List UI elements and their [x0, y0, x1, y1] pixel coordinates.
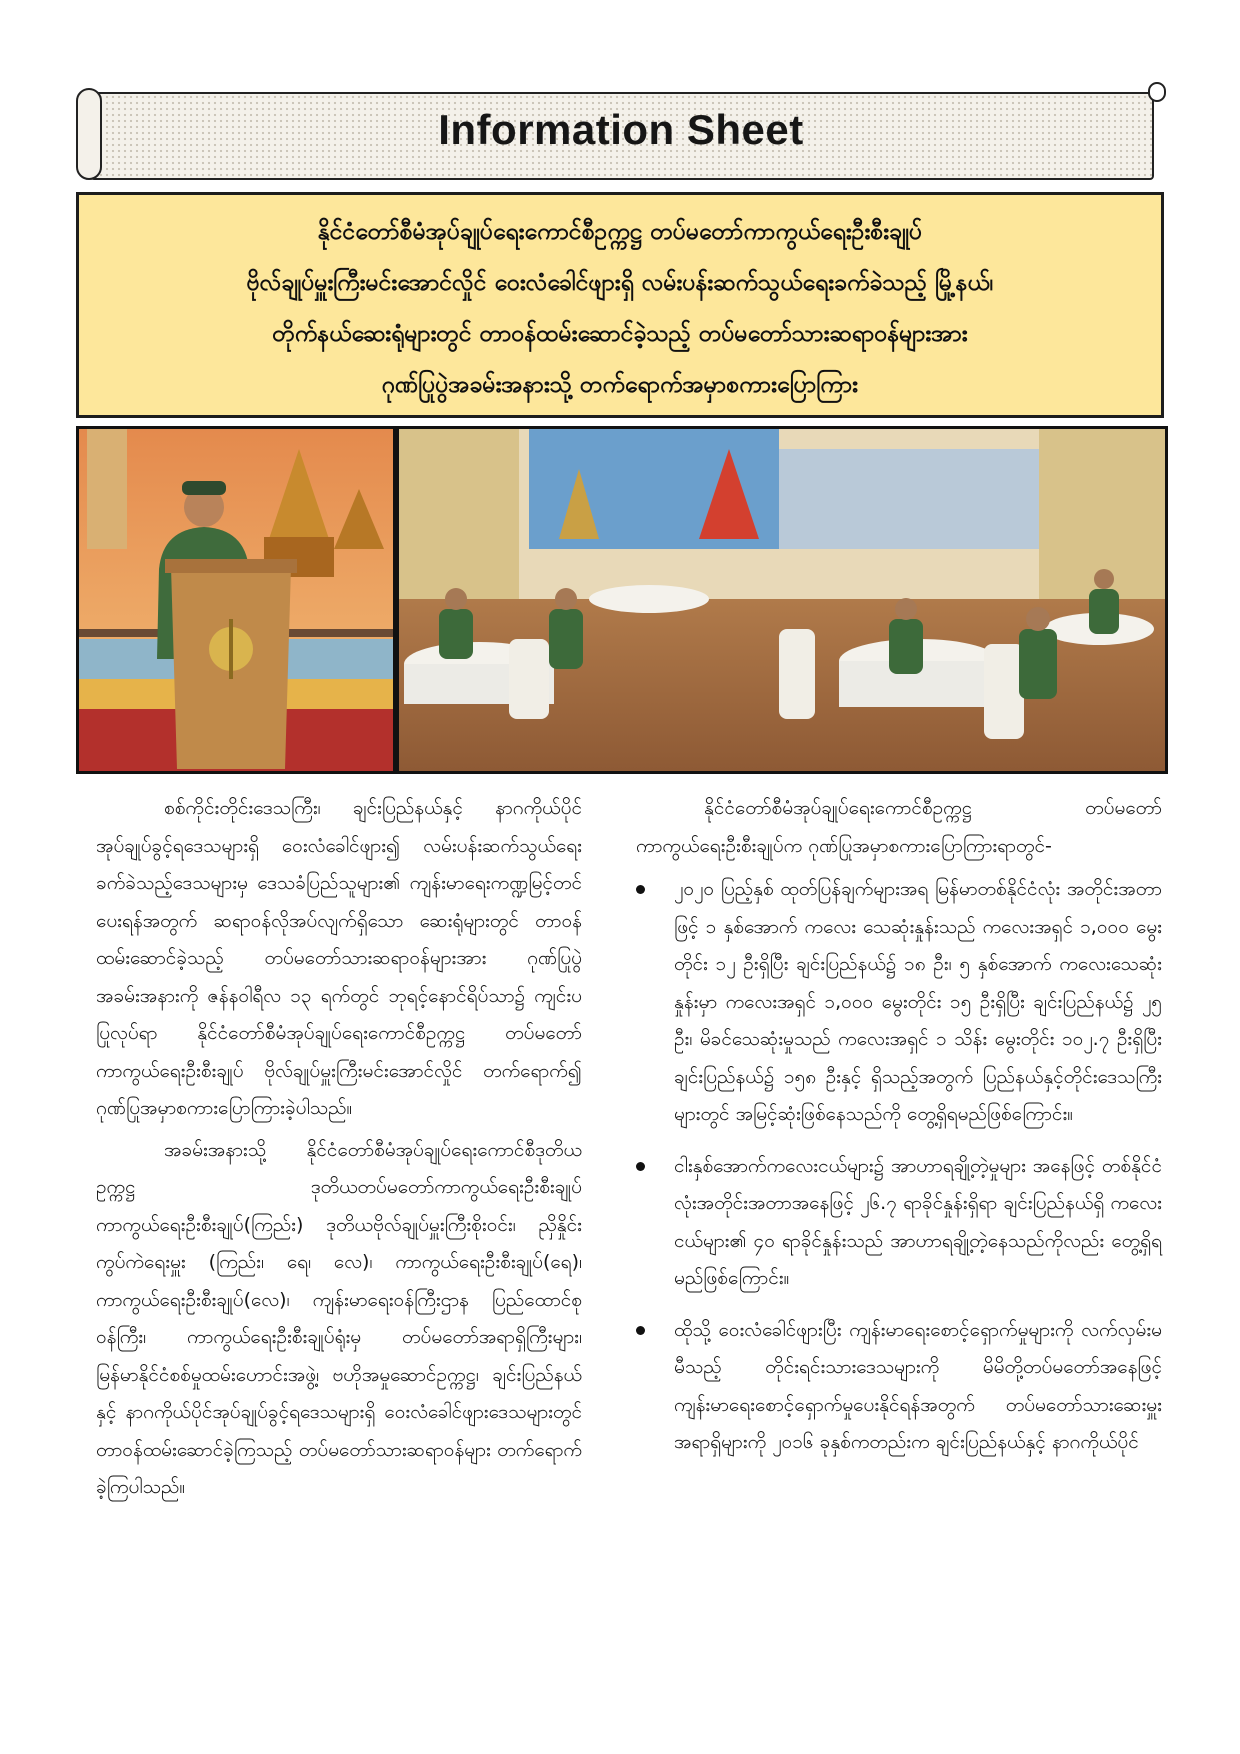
bullet-item: ထိုသို့ ဝေးလံခေါင်ဖျားပြီး ကျန်းမာရေးစောင့်ရှောက်မှုများကို လက်လှမ်းမမီသည့် တိုင်းရင်းသားဒေသများကို မိမိတို့တပ်မတော်အနေဖြင့် ကျန်းမာရေးစောင့်ရှောက်မှုပေးနိုင်ရန်အတွက် တပ်မတော်သားဆေးမှူးအရာရှိများကို ၂၀၁၆ ခုနှစ်ကတည်းက ချင်းပြည်နယ်နှင့် နာဂကိုယ်ပိုင် — [636, 1312, 1162, 1462]
headline-line-2: ဗိုလ်ချုပ်မှူးကြီးမင်းအောင်လှိုင် ဝေးလံခေါင်ဖျားရှိ လမ်းပန်းဆက်သွယ်ရေးခက်ခဲသည့် မြို့နယ်၊ — [246, 270, 994, 296]
headline-line-3: တိုက်နယ်ဆေးရုံများတွင် တာဝန်ထမ်းဆောင်ခဲ့သည့် တပ်မတော်သားဆရာဝန်များအား — [272, 321, 968, 347]
title-banner — [76, 88, 1166, 180]
headline-line-4: ဂုဏ်ပြုပွဲအခမ်းအနားသို့ တက်ရောက်အမှာစကားပြောကြား — [381, 372, 859, 398]
bullet-list — [636, 871, 1162, 1462]
photo-speaker-at-podium — [76, 426, 396, 774]
headline-line-1: နိုင်ငံတော်စီမံအုပ်ချုပ်ရေးကောင်စီဥက္ကဋ္ဌ တပ်မတော်ကာကွယ်ရေးဦးစီးချုပ် — [317, 219, 923, 245]
paragraph: အခမ်းအနားသို့ နိုင်ငံတော်စီမံအုပ်ချုပ်ရေးကောင်စီဒုတိယဥက္ကဋ္ဌ ဒုတိယတပ်မတော်ကာကွယ်ရေးဦးစီးချုပ် ကာကွယ်ရေးဦးစီးချုပ်(ကြည်း) ဒုတိယဗိုလ်ချုပ်မှူးကြီးစိုးဝင်း၊ ညှိနှိုင်းကွပ်ကဲရေးမှူး (ကြည်း၊ ရေ၊ လေ)၊ ကာကွယ်ရေးဦးစီးချုပ်(ရေ)၊ ကာကွယ်ရေးဦးစီးချုပ်(လေ)၊ ကျန်းမာရေးဝန်ကြီးဌာန ပြည်ထောင်စုဝန်ကြီး၊ ကာကွယ်ရေးဦးစီးချုပ်ရုံးမှ တပ်မတော်အရာရှိကြီးများ၊ မြန်မာနိုင်ငံစစ်မှုထမ်းဟောင်းအဖွဲ့၊ ဗဟိုအမှုဆောင်ဥက္ကဋ္ဌ၊ ချင်းပြည်နယ်နှင့် နာဂကိုယ်ပိုင်အုပ်ချုပ်ခွင့်ရဒေသများရှိ ဝေးလံခေါင်ဖျားဒေသများတွင် တာဝန်ထမ်းဆောင်ခဲ့ကြသည့် တပ်မတော်သားဆရာဝန်များ တက်ရောက်ခဲ့ကြပါသည်။ — [96, 1138, 582, 1498]
headline-box — [76, 192, 1164, 418]
paragraph-intro: နိုင်ငံတော်စီမံအုပ်ချုပ်ရေးကောင်စီဥက္ကဋ္ဌ တပ်မတော်ကာကွယ်ရေးဦးစီးချုပ်က ဂုဏ်ပြုအမှာစကားပြောကြားရာတွင်- — [636, 797, 1162, 857]
page-title: Information Sheet — [438, 106, 804, 153]
banner-scroll-curl-right — [1148, 82, 1166, 102]
speaker-photo-illustration — [79, 429, 393, 771]
article-column-left — [96, 790, 582, 1511]
photo-banquet-hall — [396, 426, 1168, 774]
paragraph: စစ်ကိုင်းတိုင်းဒေသကြီး၊ ချင်းပြည်နယ်နှင့် နာဂကိုယ်ပိုင်အုပ်ချုပ်ခွင့်ရဒေသများရှိ ဝေးလံခေါင်ဖျား၍ လမ်းပန်းဆက်သွယ်ရေးခက်ခဲသည့်ဒေသများမှ ဒေသခံပြည်သူများ၏ ကျန်းမာရေးကဏ္ဍမြင့်တင်ပေးရန်အတွက် ဆရာဝန်လိုအပ်လျက်ရှိသော ဆေးရုံများတွင် တာဝန်ထမ်းဆောင်ခဲ့သည့် တပ်မတော်သားဆရာဝန်များအား ဂုဏ်ပြုပွဲအခမ်းအနားကို ဇန်နဝါရီလ ၁၃ ရက်တွင် ဘုရင့်နောင်ရိပ်သာ၌ ကျင်းပပြုလုပ်ရာ နိုင်ငံတော်စီမံအုပ်ချုပ်ရေးကောင်စီဥက္ကဋ္ဌ တပ်မတော်ကာကွယ်ရေးဦးစီးချုပ် ဗိုလ်ချုပ်မှူးကြီးမင်းအောင်လှိုင် တက်ရောက်၍ ဂုဏ်ပြုအမှာစကားပြောကြားခဲ့ပါသည်။ — [96, 797, 582, 1119]
bullet-item: ၂၀၂၀ ပြည့်နှစ် ထုတ်ပြန်ချက်များအရ မြန်မာတစ်နိုင်ငံလုံး အတိုင်းအတာဖြင့် ၁ နှစ်အောက် ကလေး သေဆုံးနှုန်းသည် ကလေးအရှင် ၁,၀၀၀ မွေးတိုင်း ၁၂ ဦးရှိပြီး ချင်းပြည်နယ်၌ ၁၈ ဦး၊ ၅ နှစ်အောက် ကလေးသေဆုံးနှုန်းမှာ ကလေးအရှင် ၁,၀၀၀ မွေးတိုင်း ၁၅ ဦးရှိပြီး ချင်းပြည်နယ်၌ ၂၅ ဦး၊ မိခင်သေဆုံးမှုသည် ကလေးအရှင် ၁ သိန်း မွေးတိုင်း ၁၀၂.၇ ဦးရှိပြီး ချင်းပြည်နယ်၌ ၁၅၈ ဦးနှင့် ရှိသည့်အတွက် ပြည်နယ်နှင့်တိုင်းဒေသကြီးများတွင် အမြင့်ဆုံးဖြစ်နေသည်ကို တွေ့ရှိရမည်ဖြစ်ကြောင်း။ — [636, 871, 1162, 1134]
banquet-photo-illustration — [399, 429, 1165, 771]
bullet-item: ငါးနှစ်အောက်ကလေးငယ်များ၌ အာဟာရချို့တဲ့မှုများ အနေဖြင့် တစ်နိုင်ငံလုံးအတိုင်းအတာအနေဖြင့် ၂၆.၇ ရာခိုင်နှုန်းရှိရာ ချင်းပြည်နယ်ရှိ ကလေးငယ်များ၏ ၄၀ ရာခိုင်နှုန်းသည် အာဟာရချို့တဲ့နေသည်ကိုလည်း တွေ့ရှိရမည်ဖြစ်ကြောင်း။ — [636, 1148, 1162, 1298]
article-column-right — [636, 790, 1162, 1476]
